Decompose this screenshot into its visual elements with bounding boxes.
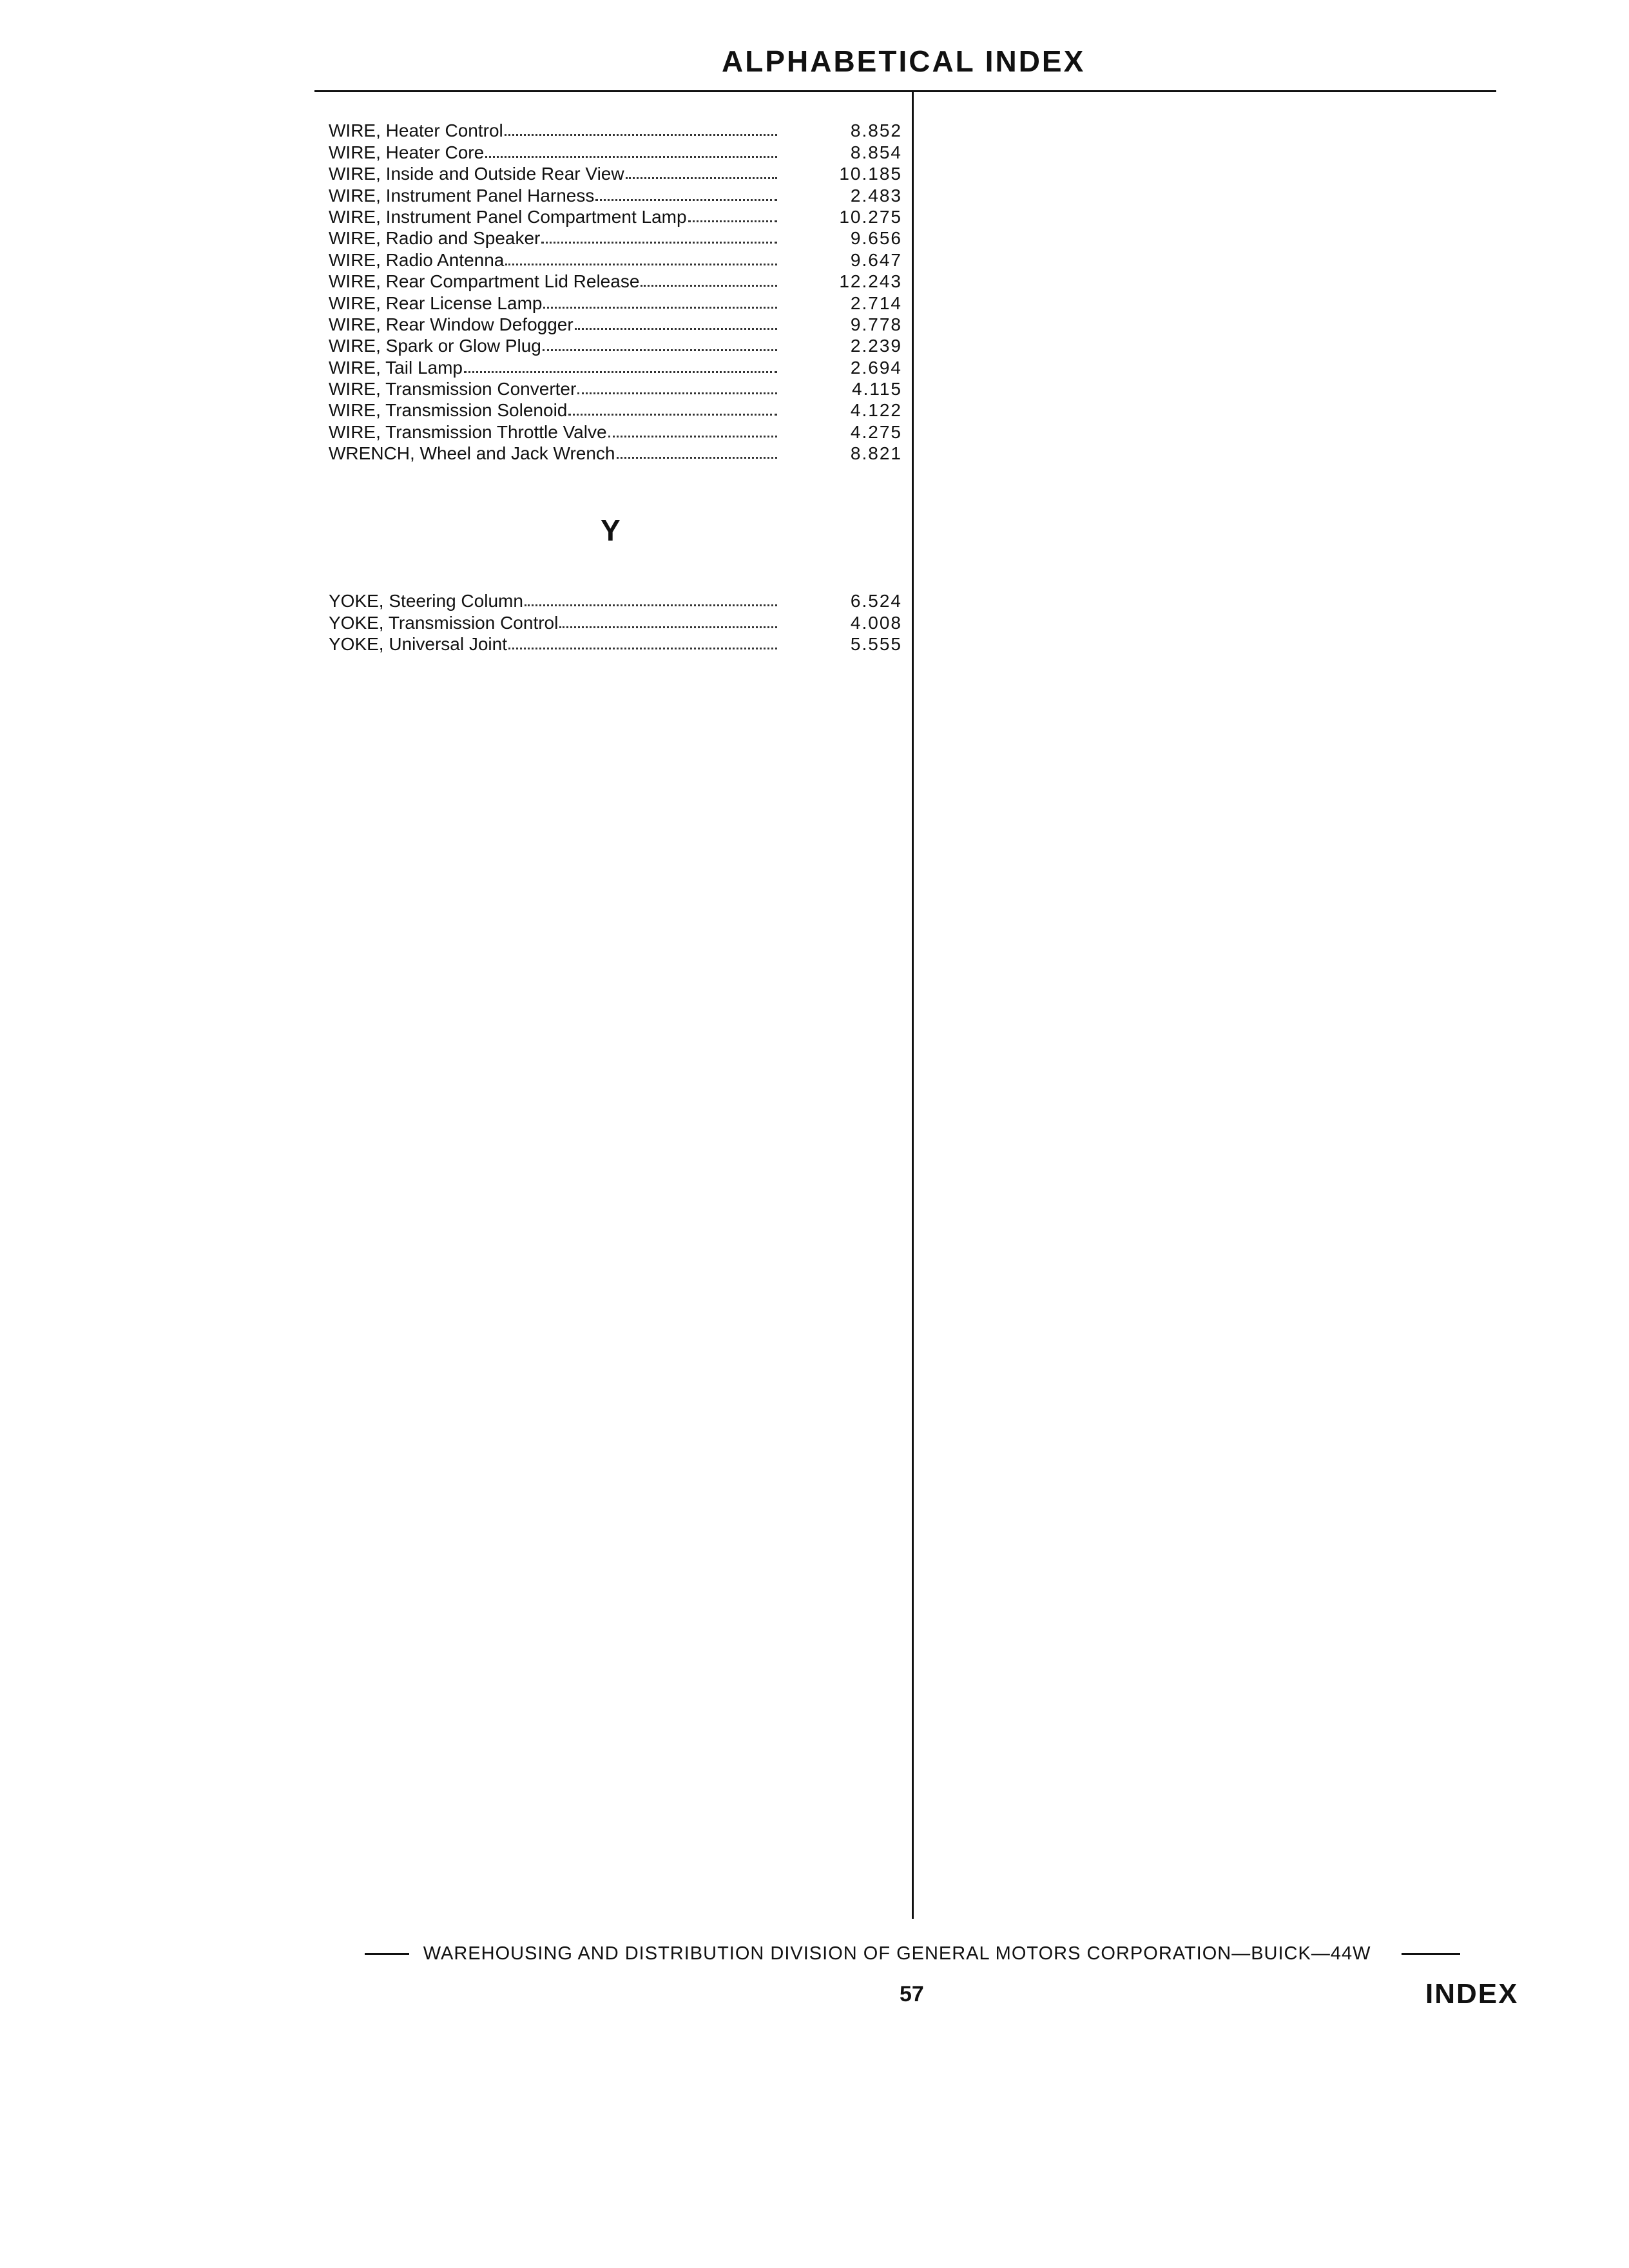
entry-reference: 4.122 <box>850 400 902 421</box>
entry-label-wrap <box>329 206 780 227</box>
entry-label: WIRE, Transmission Converter <box>329 379 577 399</box>
footer-dash-left <box>365 1953 409 1955</box>
entry-reference: 9.656 <box>850 228 902 249</box>
index-entry <box>329 163 903 184</box>
dot-leader <box>508 648 777 649</box>
dot-leader <box>559 626 777 628</box>
footer-publisher-text: WAREHOUSING AND DISTRIBUTION DIVISION OF GENERAL MOTORS CORPORATION—BUICK—44W <box>423 1943 1371 1964</box>
index-entry <box>329 271 903 292</box>
entry-reference: 10.275 <box>839 206 902 227</box>
dot-leader <box>577 392 777 394</box>
dot-leader <box>595 199 777 201</box>
entry-label-wrap <box>329 293 780 314</box>
dot-leader <box>464 371 777 373</box>
entry-reference: 5.555 <box>850 634 902 655</box>
entry-label-wrap <box>329 357 780 378</box>
index-entry <box>329 443 903 464</box>
wire-entry-list <box>329 120 903 464</box>
entry-label-wrap <box>329 335 780 356</box>
entry-reference: 8.854 <box>850 142 902 162</box>
entry-label: WIRE, Transmission Throttle Valve <box>329 421 607 442</box>
dot-leader <box>541 242 777 244</box>
entry-label-wrap <box>329 590 780 611</box>
entry-label: WIRE, Radio Antenna <box>329 249 505 270</box>
entry-reference: 12.243 <box>839 271 902 292</box>
dot-leader <box>688 220 777 222</box>
entry-reference: 9.647 <box>850 249 902 270</box>
entry-reference: 8.852 <box>850 120 902 141</box>
dot-leader <box>525 604 777 606</box>
dot-leader <box>485 156 777 158</box>
dot-leader <box>568 414 777 416</box>
section-letter-y: Y <box>601 514 621 547</box>
entry-label: WIRE, Tail Lamp <box>329 357 463 378</box>
entry-reference: 4.275 <box>850 421 902 442</box>
index-entry <box>329 206 903 227</box>
dot-leader <box>543 349 777 351</box>
entry-reference: 6.524 <box>850 591 902 611</box>
entry-label-wrap <box>329 142 780 163</box>
entry-reference: 4.008 <box>850 612 902 633</box>
entry-label: WIRE, Inside and Outside Rear View <box>329 164 624 184</box>
entry-reference: 9.778 <box>850 314 902 334</box>
index-entry <box>329 292 903 313</box>
entry-label: WIRE, Instrument Panel Compartment Lamp <box>329 206 687 227</box>
entry-reference: 4.115 <box>852 379 902 399</box>
page-title: ALPHABETICAL INDEX <box>722 44 1086 78</box>
entry-label: YOKE, Universal Joint <box>329 634 507 655</box>
entry-label-wrap <box>329 612 780 633</box>
index-entry <box>329 249 903 270</box>
entry-label: WIRE, Spark or Glow Plug <box>329 336 541 356</box>
index-entry <box>329 378 903 399</box>
entry-reference: 10.185 <box>839 164 902 184</box>
entry-label-wrap <box>329 163 780 184</box>
index-entry <box>329 141 903 162</box>
entry-label-wrap <box>329 271 780 292</box>
dot-leader <box>575 328 777 330</box>
index-entry <box>329 335 903 356</box>
entry-label-wrap <box>329 249 780 271</box>
entry-label: WIRE, Heater Control <box>329 120 503 141</box>
entry-reference: 2.483 <box>850 185 902 206</box>
footer-dash-right <box>1402 1953 1460 1955</box>
entry-label-wrap <box>329 421 780 443</box>
footer-line <box>365 1943 1460 1965</box>
entry-label-wrap <box>329 633 780 655</box>
dot-leader <box>617 457 778 459</box>
entry-label: YOKE, Steering Column <box>329 591 523 611</box>
entry-label: WIRE, Rear Window Defogger <box>329 314 574 334</box>
dot-leader <box>505 264 777 265</box>
index-entry <box>329 590 903 611</box>
entry-label-wrap <box>329 378 780 399</box>
dot-leader <box>543 307 777 309</box>
index-entry <box>329 120 903 141</box>
entry-label: WIRE, Rear Compartment Lid Release <box>329 271 640 292</box>
entry-label-wrap <box>329 443 780 464</box>
dot-leader <box>505 134 777 136</box>
entry-label: WIRE, Heater Core <box>329 142 485 162</box>
entry-reference: 8.821 <box>850 443 902 464</box>
index-entry <box>329 184 903 206</box>
entry-reference: 2.714 <box>850 293 902 313</box>
entry-label-wrap <box>329 227 780 249</box>
entry-label: YOKE, Transmission Control <box>329 612 559 633</box>
dot-leader <box>626 177 777 179</box>
dot-leader <box>608 436 777 437</box>
section-tag: INDEX <box>1425 1978 1519 2010</box>
index-entry <box>329 314 903 335</box>
page-number: 57 <box>900 1982 924 2006</box>
entry-label: WIRE, Radio and Speaker <box>329 228 541 249</box>
entry-label: WRENCH, Wheel and Jack Wrench <box>329 443 615 464</box>
index-entry <box>329 227 903 249</box>
column-divider <box>912 92 914 1919</box>
index-entry <box>329 421 903 442</box>
entry-label: WIRE, Transmission Solenoid <box>329 400 568 421</box>
entry-label: WIRE, Instrument Panel Harness <box>329 185 595 206</box>
index-entry <box>329 399 903 421</box>
index-entry <box>329 611 903 633</box>
entry-label-wrap <box>329 120 780 141</box>
entry-label-wrap <box>329 314 780 335</box>
header-rule <box>314 90 1496 92</box>
entry-reference: 2.694 <box>850 357 902 378</box>
dot-leader <box>641 285 777 287</box>
index-entry <box>329 633 903 655</box>
entry-label: WIRE, Rear License Lamp <box>329 293 543 313</box>
entry-label-wrap <box>329 185 780 206</box>
yoke-entry-list <box>329 590 903 655</box>
index-entry <box>329 356 903 378</box>
entry-label-wrap <box>329 399 780 421</box>
entry-reference: 2.239 <box>850 336 902 356</box>
